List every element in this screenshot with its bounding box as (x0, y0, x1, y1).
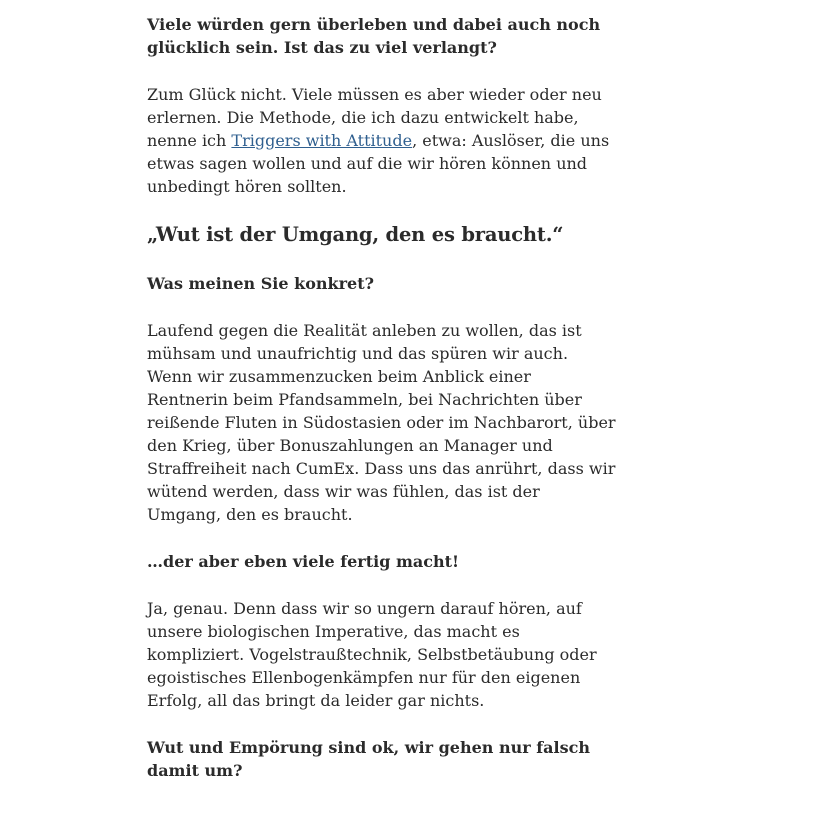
interview-question-4: Wut und Empörung sind ok, wir gehen nur falsch damit um? (147, 738, 590, 780)
article-body (147, 13, 617, 806)
answer-1-text-after: , etwa: Auslöser, die uns etwas sagen wollen und auf die wir hören können und unbedingt hören sollten. (147, 131, 610, 196)
interview-question-1: Viele würden gern überleben und dabei auch noch glücklich sein. Ist das zu viel verlangt? (147, 15, 601, 57)
interview-answer-1 (147, 83, 617, 198)
interview-answer-2: Laufend gegen die Realität anleben zu wollen, das ist mühsam und unaufrichtig und das spüren wir auch. Wenn wir zusammenzucken beim Anblick einer Rentnerin beim Pfandsammeln, bei Nachrichten über reißende Fluten in Südostasien oder im Nachbarort, über den Krieg, über Bonuszahlungen an Manager und Straffreiheit nach CumEx. Dass uns das anrührt, dass wir wütend werden, dass wir was fühlen, das ist der Umgang, den es braucht. (147, 321, 616, 524)
interview-question-3: …der aber eben viele fertig macht! (147, 552, 460, 571)
interview-answer-3: Ja, genau. Denn dass wir so ungern darauf hören, auf unsere biologischen Imperative, das macht es kompliziert. Vogelstraußtechnik, Selbstbetäubung oder egoistisches Ellenbogenkämpfen nur für den eigenen Erfolg, all das bringt da leider gar nichts. (147, 599, 597, 710)
interview-question-2: Was meinen Sie konkret? (147, 274, 374, 293)
answer-1-text-before: Zum Glück nicht. Viele müssen es aber wieder oder neu erlernen. Die Methode, die ich dazu entwickelt habe, nenne ich (147, 85, 602, 150)
triggers-with-attitude-link[interactable]: Triggers with Attitude (231, 131, 413, 150)
pull-quote: „Wut ist der Umgang, den es braucht.“ (147, 223, 564, 246)
